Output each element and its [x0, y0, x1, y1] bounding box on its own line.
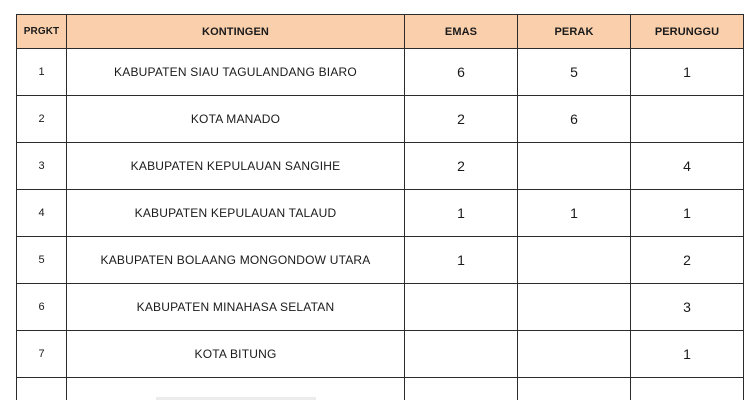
gold-cell: 1 — [405, 190, 518, 237]
table-body — [17, 49, 744, 400]
contingent-cell: KABUPATEN KEPULAUAN TALAUD — [67, 190, 405, 237]
bronze-cell: 1 — [631, 49, 744, 96]
silver-cell-empty — [518, 378, 631, 400]
bronze-cell: 4 — [631, 143, 744, 190]
header-bronze: PERUNGGU — [631, 15, 744, 49]
silver-cell: 6 — [518, 96, 631, 143]
rank-cell: 7 — [17, 331, 67, 378]
rank-cell: 4 — [17, 190, 67, 237]
table-header — [17, 15, 744, 49]
header-silver: PERAK — [518, 15, 631, 49]
table-row — [17, 237, 744, 284]
bronze-cell: 2 — [631, 237, 744, 284]
contingent-cell: KABUPATEN MINAHASA SELATAN — [67, 284, 405, 331]
medal-standings-table — [16, 14, 744, 400]
contingent-cell: KABUPATEN SIAU TAGULANDANG BIARO — [67, 49, 405, 96]
header-contingent: KONTINGEN — [67, 15, 405, 49]
silver-cell: 1 — [518, 190, 631, 237]
contingent-cell: KOTA BITUNG — [67, 331, 405, 378]
silver-cell: 5 — [518, 49, 631, 96]
bronze-cell-empty — [631, 378, 744, 400]
table-row-cut-off — [17, 378, 744, 400]
table-row — [17, 190, 744, 237]
table-row — [17, 143, 744, 190]
bronze-cell — [631, 96, 744, 143]
gold-cell: 2 — [405, 96, 518, 143]
bronze-cell: 1 — [631, 331, 744, 378]
rank-cell: 6 — [17, 284, 67, 331]
silver-cell — [518, 237, 631, 284]
bronze-cell: 1 — [631, 190, 744, 237]
rank-cell: 3 — [17, 143, 67, 190]
gold-cell — [405, 331, 518, 378]
table-row — [17, 49, 744, 96]
bronze-cell: 3 — [631, 284, 744, 331]
contingent-cell: KOTA MANADO — [67, 96, 405, 143]
rank-cell: 2 — [17, 96, 67, 143]
silver-cell — [518, 143, 631, 190]
gold-cell-empty — [405, 378, 518, 400]
gold-cell: 1 — [405, 237, 518, 284]
gold-cell: 2 — [405, 143, 518, 190]
table-row — [17, 96, 744, 143]
table-row — [17, 284, 744, 331]
rank-cell: 5 — [17, 237, 67, 284]
header-rank: PRGKT — [17, 15, 67, 49]
table-row — [17, 331, 744, 378]
contingent-cell-obscured — [67, 378, 405, 400]
rank-cell-empty — [17, 378, 67, 400]
contingent-cell: KABUPATEN KEPULAUAN SANGIHE — [67, 143, 405, 190]
gold-cell: 6 — [405, 49, 518, 96]
contingent-cell: KABUPATEN BOLAANG MONGONDOW UTARA — [67, 237, 405, 284]
header-row — [17, 15, 744, 49]
rank-cell: 1 — [17, 49, 67, 96]
header-gold: EMAS — [405, 15, 518, 49]
gold-cell — [405, 284, 518, 331]
silver-cell — [518, 284, 631, 331]
silver-cell — [518, 331, 631, 378]
